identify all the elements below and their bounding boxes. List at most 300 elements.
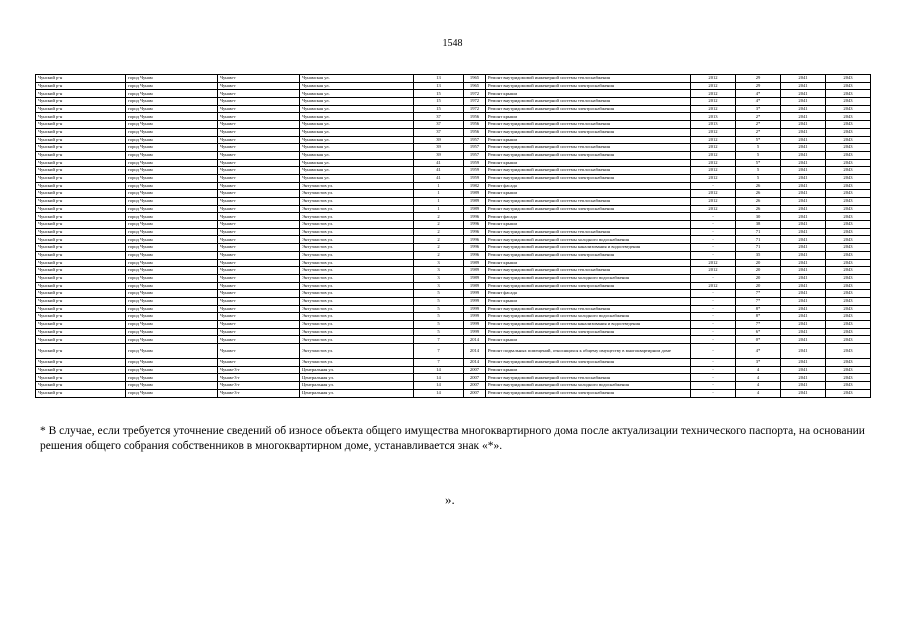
cell-period-end: 2043	[826, 136, 871, 144]
cell-last-repair-year: -	[691, 336, 736, 344]
cell-last-repair-year: -	[691, 374, 736, 382]
cell-wear-percent: 4*	[736, 344, 781, 359]
table-row	[36, 259, 871, 267]
cell-work-type: Ремонт крыши	[486, 113, 691, 121]
cell-wear-percent: 4	[736, 382, 781, 390]
cell-street: Чунамская ул.	[300, 159, 414, 167]
cell-settlement: Чунам-г	[218, 98, 300, 106]
cell-last-repair-year: 2012	[691, 136, 736, 144]
cell-period-start: 2041	[781, 244, 826, 252]
cell-city: город Чунам	[126, 274, 218, 282]
cell-settlement: Чунам-г	[218, 167, 300, 175]
table-row	[36, 151, 871, 159]
cell-district: Чунский р-н	[36, 136, 126, 144]
cell-work-type: Ремонт внутридомовой инженерной системы теплоснабжения	[486, 144, 691, 152]
cell-build-year: 1989	[464, 259, 486, 267]
cell-city: город Чунам	[126, 159, 218, 167]
cell-work-type: Ремонт внутридомовой инженерной системы электроснабжения	[486, 82, 691, 90]
cell-period-start: 2041	[781, 121, 826, 129]
cell-work-type: Ремонт внутридомовой инженерной системы теплоснабжения	[486, 198, 691, 206]
cell-period-end: 2043	[826, 205, 871, 213]
cell-street: Чунамская ул.	[300, 105, 414, 113]
cell-house-number: 5	[414, 328, 464, 336]
cell-house-number: 15	[414, 90, 464, 98]
cell-wear-percent: 20	[736, 267, 781, 275]
cell-period-start: 2041	[781, 282, 826, 290]
cell-wear-percent: 3*	[736, 105, 781, 113]
cell-period-start: 2041	[781, 321, 826, 329]
cell-wear-percent: 5*	[736, 159, 781, 167]
cell-street: Энтузиастов ул.	[300, 182, 414, 190]
cell-street: Энтузиастов ул.	[300, 267, 414, 275]
cell-street: Энтузиастов ул.	[300, 190, 414, 198]
cell-street: Энтузиастов ул.	[300, 274, 414, 282]
cell-period-end: 2043	[826, 259, 871, 267]
cell-district: Чунский р-н	[36, 198, 126, 206]
cell-settlement: Чунам-г	[218, 159, 300, 167]
table-row	[36, 198, 871, 206]
cell-street: Чунамская ул.	[300, 136, 414, 144]
table-row	[36, 205, 871, 213]
cell-wear-percent: 20	[736, 259, 781, 267]
cell-period-end: 2043	[826, 366, 871, 374]
cell-last-repair-year: -	[691, 313, 736, 321]
cell-work-type: Ремонт крыши	[486, 297, 691, 305]
cell-house-number: 14	[414, 374, 464, 382]
cell-period-start: 2041	[781, 167, 826, 175]
cell-last-repair-year: 2013	[691, 121, 736, 129]
closing-mark: ».	[445, 492, 455, 507]
cell-wear-percent: 7*	[736, 290, 781, 298]
cell-settlement: Чунам-г	[218, 190, 300, 198]
cell-house-number: 5	[414, 313, 464, 321]
cell-settlement: Чунам-3-г	[218, 374, 300, 382]
cell-house-number: 41	[414, 159, 464, 167]
cell-city: город Чунам	[126, 182, 218, 190]
cell-period-start: 2041	[781, 374, 826, 382]
cell-build-year: 1999	[464, 297, 486, 305]
cell-last-repair-year: -	[691, 228, 736, 236]
cell-work-type: Ремонт внутридомовой инженерной системы теплоснабжения	[486, 374, 691, 382]
cell-settlement: Чунам-г	[218, 128, 300, 136]
table-row	[36, 128, 871, 136]
cell-last-repair-year: 2013	[691, 113, 736, 121]
cell-period-start: 2041	[781, 297, 826, 305]
cell-city: город Чунам	[126, 205, 218, 213]
cell-house-number: 3	[414, 274, 464, 282]
cell-district: Чунский р-н	[36, 359, 126, 367]
cell-settlement: Чунам-г	[218, 259, 300, 267]
cell-period-end: 2043	[826, 236, 871, 244]
cell-build-year: 1982	[464, 182, 486, 190]
cell-period-end: 2043	[826, 389, 871, 397]
cell-district: Чунский р-н	[36, 159, 126, 167]
cell-street: Энтузиастов ул.	[300, 305, 414, 313]
cell-build-year: 2007	[464, 374, 486, 382]
cell-house-number: 1	[414, 205, 464, 213]
cell-wear-percent: 29	[736, 75, 781, 83]
cell-settlement: Чунам-г	[218, 221, 300, 229]
table-row	[36, 251, 871, 259]
cell-last-repair-year: -	[691, 221, 736, 229]
table-row	[36, 167, 871, 175]
cell-build-year: 1956	[464, 121, 486, 129]
cell-work-type: Ремонт внутридомовой инженерной системы электроснабжения	[486, 359, 691, 367]
cell-last-repair-year: 2012	[691, 105, 736, 113]
cell-last-repair-year: 2012	[691, 259, 736, 267]
table-row	[36, 136, 871, 144]
cell-work-type: Ремонт крыши	[486, 190, 691, 198]
cell-city: город Чунам	[126, 382, 218, 390]
cell-city: город Чунам	[126, 144, 218, 152]
table-row	[36, 359, 871, 367]
table-row	[36, 144, 871, 152]
cell-build-year: 1989	[464, 190, 486, 198]
cell-wear-percent: 5	[736, 144, 781, 152]
cell-last-repair-year: -	[691, 182, 736, 190]
cell-build-year: 1999	[464, 305, 486, 313]
cell-period-end: 2043	[826, 359, 871, 367]
cell-district: Чунский р-н	[36, 98, 126, 106]
cell-work-type: Ремонт крыши	[486, 136, 691, 144]
cell-street: Чунамская ул.	[300, 167, 414, 175]
cell-street: Чунамская ул.	[300, 75, 414, 83]
cell-settlement: Чунам-г	[218, 321, 300, 329]
cell-last-repair-year: 2012	[691, 144, 736, 152]
cell-wear-percent: 2*	[736, 128, 781, 136]
cell-period-start: 2041	[781, 182, 826, 190]
cell-wear-percent: 29	[736, 82, 781, 90]
cell-city: город Чунам	[126, 113, 218, 121]
cell-period-start: 2041	[781, 136, 826, 144]
cell-district: Чунский р-н	[36, 113, 126, 121]
cell-work-type: Ремонт внутридомовой инженерной системы холодного водоснабжения	[486, 236, 691, 244]
cell-last-repair-year: 2012	[691, 90, 736, 98]
cell-wear-percent: 8*	[736, 305, 781, 313]
cell-district: Чунский р-н	[36, 128, 126, 136]
cell-period-end: 2043	[826, 105, 871, 113]
cell-settlement: Чунам-г	[218, 336, 300, 344]
cell-build-year: 2014	[464, 336, 486, 344]
cell-settlement: Чунам-г	[218, 174, 300, 182]
cell-city: город Чунам	[126, 321, 218, 329]
cell-period-end: 2043	[826, 144, 871, 152]
cell-settlement: Чунам-г	[218, 144, 300, 152]
cell-street: Чунамская ул.	[300, 174, 414, 182]
cell-street: Чунамская ул.	[300, 90, 414, 98]
cell-period-end: 2043	[826, 344, 871, 359]
cell-build-year: 1996	[464, 244, 486, 252]
cell-district: Чунский р-н	[36, 290, 126, 298]
cell-work-type: Ремонт внутридомовой инженерной системы теплоснабжения	[486, 121, 691, 129]
cell-work-type: Ремонт внутридомовой инженерной системы холодного водоснабжения	[486, 382, 691, 390]
cell-period-end: 2043	[826, 190, 871, 198]
cell-period-end: 2043	[826, 198, 871, 206]
cell-period-start: 2041	[781, 82, 826, 90]
cell-city: город Чунам	[126, 136, 218, 144]
cell-street: Энтузиастов ул.	[300, 290, 414, 298]
cell-last-repair-year: -	[691, 213, 736, 221]
cell-wear-percent: 4	[736, 374, 781, 382]
cell-house-number: 13	[414, 82, 464, 90]
cell-street: Чунамская ул.	[300, 121, 414, 129]
cell-period-start: 2041	[781, 259, 826, 267]
cell-period-start: 2041	[781, 336, 826, 344]
cell-last-repair-year: 2012	[691, 167, 736, 175]
cell-period-start: 2041	[781, 267, 826, 275]
cell-last-repair-year: 2012	[691, 151, 736, 159]
cell-street: Энтузиастов ул.	[300, 328, 414, 336]
cell-period-end: 2043	[826, 221, 871, 229]
cell-district: Чунский р-н	[36, 228, 126, 236]
table-row	[36, 282, 871, 290]
cell-district: Чунский р-н	[36, 382, 126, 390]
cell-house-number: 2	[414, 236, 464, 244]
table-row	[36, 297, 871, 305]
cell-street: Энтузиастов ул.	[300, 228, 414, 236]
cell-period-start: 2041	[781, 198, 826, 206]
cell-house-number: 2	[414, 251, 464, 259]
table-row	[36, 190, 871, 198]
cell-period-end: 2043	[826, 128, 871, 136]
cell-last-repair-year: 2012	[691, 205, 736, 213]
cell-build-year: 2007	[464, 366, 486, 374]
cell-period-end: 2043	[826, 121, 871, 129]
cell-settlement: Чунам-г	[218, 182, 300, 190]
cell-build-year: 1999	[464, 321, 486, 329]
cell-period-end: 2043	[826, 182, 871, 190]
cell-last-repair-year: 2012	[691, 82, 736, 90]
cell-last-repair-year: -	[691, 290, 736, 298]
cell-period-start: 2041	[781, 205, 826, 213]
cell-work-type: Ремонт подвальных помещений, относящихся к общему имуществу в многоквартирном доме	[486, 344, 691, 359]
cell-street: Энтузиастов ул.	[300, 213, 414, 221]
cell-last-repair-year: 2012	[691, 159, 736, 167]
cell-city: город Чунам	[126, 82, 218, 90]
cell-period-end: 2043	[826, 228, 871, 236]
cell-district: Чунский р-н	[36, 328, 126, 336]
cell-period-start: 2041	[781, 328, 826, 336]
cell-period-start: 2041	[781, 305, 826, 313]
cell-city: город Чунам	[126, 251, 218, 259]
cell-settlement: Чунам-г	[218, 313, 300, 321]
cell-last-repair-year: -	[691, 366, 736, 374]
cell-period-end: 2043	[826, 321, 871, 329]
cell-work-type: Ремонт внутридомовой инженерной системы электроснабжения	[486, 128, 691, 136]
cell-period-end: 2043	[826, 75, 871, 83]
cell-district: Чунский р-н	[36, 274, 126, 282]
cell-settlement: Чунам-г	[218, 244, 300, 252]
cell-last-repair-year: -	[691, 251, 736, 259]
cell-wear-percent: 4	[736, 366, 781, 374]
table-row	[36, 290, 871, 298]
cell-street: Чунамская ул.	[300, 82, 414, 90]
cell-build-year: 1972	[464, 98, 486, 106]
cell-city: город Чунам	[126, 174, 218, 182]
cell-settlement: Чунам-г	[218, 305, 300, 313]
cell-house-number: 7	[414, 359, 464, 367]
cell-last-repair-year: -	[691, 305, 736, 313]
cell-work-type: Ремонт внутридомовой инженерной системы электроснабжения	[486, 282, 691, 290]
cell-house-number: 39	[414, 144, 464, 152]
cell-last-repair-year: -	[691, 328, 736, 336]
cell-last-repair-year: 2012	[691, 190, 736, 198]
cell-period-end: 2043	[826, 113, 871, 121]
cell-work-type: Ремонт внутридомовой инженерной системы канализования и водоотведения	[486, 244, 691, 252]
cell-build-year: 2007	[464, 389, 486, 397]
cell-district: Чунский р-н	[36, 121, 126, 129]
cell-settlement: Чунам-г	[218, 274, 300, 282]
cell-house-number: 2	[414, 228, 464, 236]
cell-street: Чунамская ул.	[300, 144, 414, 152]
cell-settlement: Чунам-г	[218, 151, 300, 159]
cell-settlement: Чунам-3-г	[218, 366, 300, 374]
cell-house-number: 1	[414, 190, 464, 198]
cell-period-start: 2041	[781, 290, 826, 298]
cell-build-year: 1996	[464, 251, 486, 259]
cell-wear-percent: 5*	[736, 136, 781, 144]
cell-house-number: 39	[414, 151, 464, 159]
cell-build-year: 1972	[464, 90, 486, 98]
cell-period-end: 2043	[826, 167, 871, 175]
cell-work-type: Ремонт крыши	[486, 159, 691, 167]
cell-house-number: 7	[414, 336, 464, 344]
cell-city: город Чунам	[126, 259, 218, 267]
cell-settlement: Чунам-г	[218, 213, 300, 221]
cell-street: Центральная ул.	[300, 389, 414, 397]
cell-build-year: 1989	[464, 198, 486, 206]
cell-district: Чунский р-н	[36, 151, 126, 159]
cell-period-start: 2041	[781, 313, 826, 321]
cell-city: город Чунам	[126, 244, 218, 252]
cell-last-repair-year: 2012	[691, 98, 736, 106]
table-body	[36, 75, 871, 398]
cell-settlement: Чунам-г	[218, 282, 300, 290]
cell-wear-percent: 30	[736, 213, 781, 221]
table-row	[36, 321, 871, 329]
cell-street: Энтузиастов ул.	[300, 251, 414, 259]
cell-wear-percent: 26	[736, 182, 781, 190]
cell-work-type: Ремонт крыши	[486, 259, 691, 267]
table-row	[36, 274, 871, 282]
cell-wear-percent: 4*	[736, 98, 781, 106]
cell-street: Чунамская ул.	[300, 113, 414, 121]
repair-schedule-table-wrap	[35, 74, 870, 398]
cell-work-type: Ремонт внутридомовой инженерной системы теплоснабжения	[486, 75, 691, 83]
cell-city: город Чунам	[126, 336, 218, 344]
cell-house-number: 2	[414, 244, 464, 252]
cell-street: Энтузиастов ул.	[300, 205, 414, 213]
cell-last-repair-year: 2012	[691, 75, 736, 83]
cell-house-number: 7	[414, 344, 464, 359]
cell-house-number: 37	[414, 128, 464, 136]
cell-house-number: 1	[414, 182, 464, 190]
cell-district: Чунский р-н	[36, 213, 126, 221]
table-row	[36, 90, 871, 98]
cell-wear-percent: 26	[736, 205, 781, 213]
cell-build-year: 1996	[464, 221, 486, 229]
cell-street: Энтузиастов ул.	[300, 198, 414, 206]
cell-period-end: 2043	[826, 90, 871, 98]
cell-wear-percent: 38	[736, 221, 781, 229]
cell-house-number: 41	[414, 174, 464, 182]
cell-period-end: 2043	[826, 297, 871, 305]
cell-district: Чунский р-н	[36, 182, 126, 190]
cell-period-start: 2041	[781, 344, 826, 359]
cell-period-start: 2041	[781, 174, 826, 182]
cell-settlement: Чунам-г	[218, 267, 300, 275]
cell-settlement: Чунам-г	[218, 328, 300, 336]
cell-work-type: Ремонт фасада	[486, 213, 691, 221]
cell-street: Энтузиастов ул.	[300, 282, 414, 290]
cell-street: Чунамская ул.	[300, 151, 414, 159]
cell-period-end: 2043	[826, 213, 871, 221]
cell-build-year: 1959	[464, 167, 486, 175]
cell-district: Чунский р-н	[36, 374, 126, 382]
cell-city: город Чунам	[126, 282, 218, 290]
table-row	[36, 374, 871, 382]
cell-district: Чунский р-н	[36, 190, 126, 198]
cell-settlement: Чунам-г	[218, 290, 300, 298]
cell-build-year: 2014	[464, 344, 486, 359]
cell-period-start: 2041	[781, 221, 826, 229]
footnote: * В случае, если требуется уточнение сведений об износе объекта общего имущества многоквартирного дома после актуализации технического паспорта, на основании решения общего собрания собственников в многоквартирном доме, устанавливается знак «*».	[40, 425, 865, 452]
cell-settlement: Чунам-г	[218, 344, 300, 359]
cell-period-end: 2043	[826, 282, 871, 290]
cell-period-end: 2043	[826, 374, 871, 382]
cell-last-repair-year: -	[691, 344, 736, 359]
cell-city: город Чунам	[126, 236, 218, 244]
cell-work-type: Ремонт внутридомовой инженерной системы электроснабжения	[486, 174, 691, 182]
cell-wear-percent: 26	[736, 190, 781, 198]
cell-district: Чунский р-н	[36, 321, 126, 329]
cell-build-year: 2014	[464, 359, 486, 367]
cell-period-end: 2043	[826, 305, 871, 313]
cell-city: город Чунам	[126, 75, 218, 83]
cell-street: Центральная ул.	[300, 374, 414, 382]
cell-work-type: Ремонт крыши	[486, 336, 691, 344]
cell-last-repair-year: -	[691, 359, 736, 367]
cell-build-year: 1959	[464, 174, 486, 182]
cell-city: город Чунам	[126, 328, 218, 336]
cell-street: Энтузиастов ул.	[300, 336, 414, 344]
cell-settlement: Чунам-г	[218, 82, 300, 90]
cell-street: Энтузиастов ул.	[300, 297, 414, 305]
cell-city: город Чунам	[126, 221, 218, 229]
cell-city: город Чунам	[126, 98, 218, 106]
cell-last-repair-year: 2012	[691, 267, 736, 275]
cell-wear-percent: 8*	[736, 313, 781, 321]
cell-district: Чунский р-н	[36, 144, 126, 152]
cell-city: город Чунам	[126, 198, 218, 206]
cell-settlement: Чунам-3-г	[218, 389, 300, 397]
cell-street: Энтузиастов ул.	[300, 344, 414, 359]
cell-house-number: 37	[414, 121, 464, 129]
table-row	[36, 75, 871, 83]
cell-house-number: 14	[414, 389, 464, 397]
cell-last-repair-year: 2012	[691, 128, 736, 136]
cell-build-year: 2007	[464, 382, 486, 390]
table-row	[36, 82, 871, 90]
cell-house-number: 2	[414, 221, 464, 229]
cell-district: Чунский р-н	[36, 305, 126, 313]
cell-period-start: 2041	[781, 228, 826, 236]
cell-district: Чунский р-н	[36, 344, 126, 359]
cell-period-end: 2043	[826, 151, 871, 159]
cell-wear-percent: 4	[736, 389, 781, 397]
cell-district: Чунский р-н	[36, 251, 126, 259]
cell-house-number: 1	[414, 198, 464, 206]
